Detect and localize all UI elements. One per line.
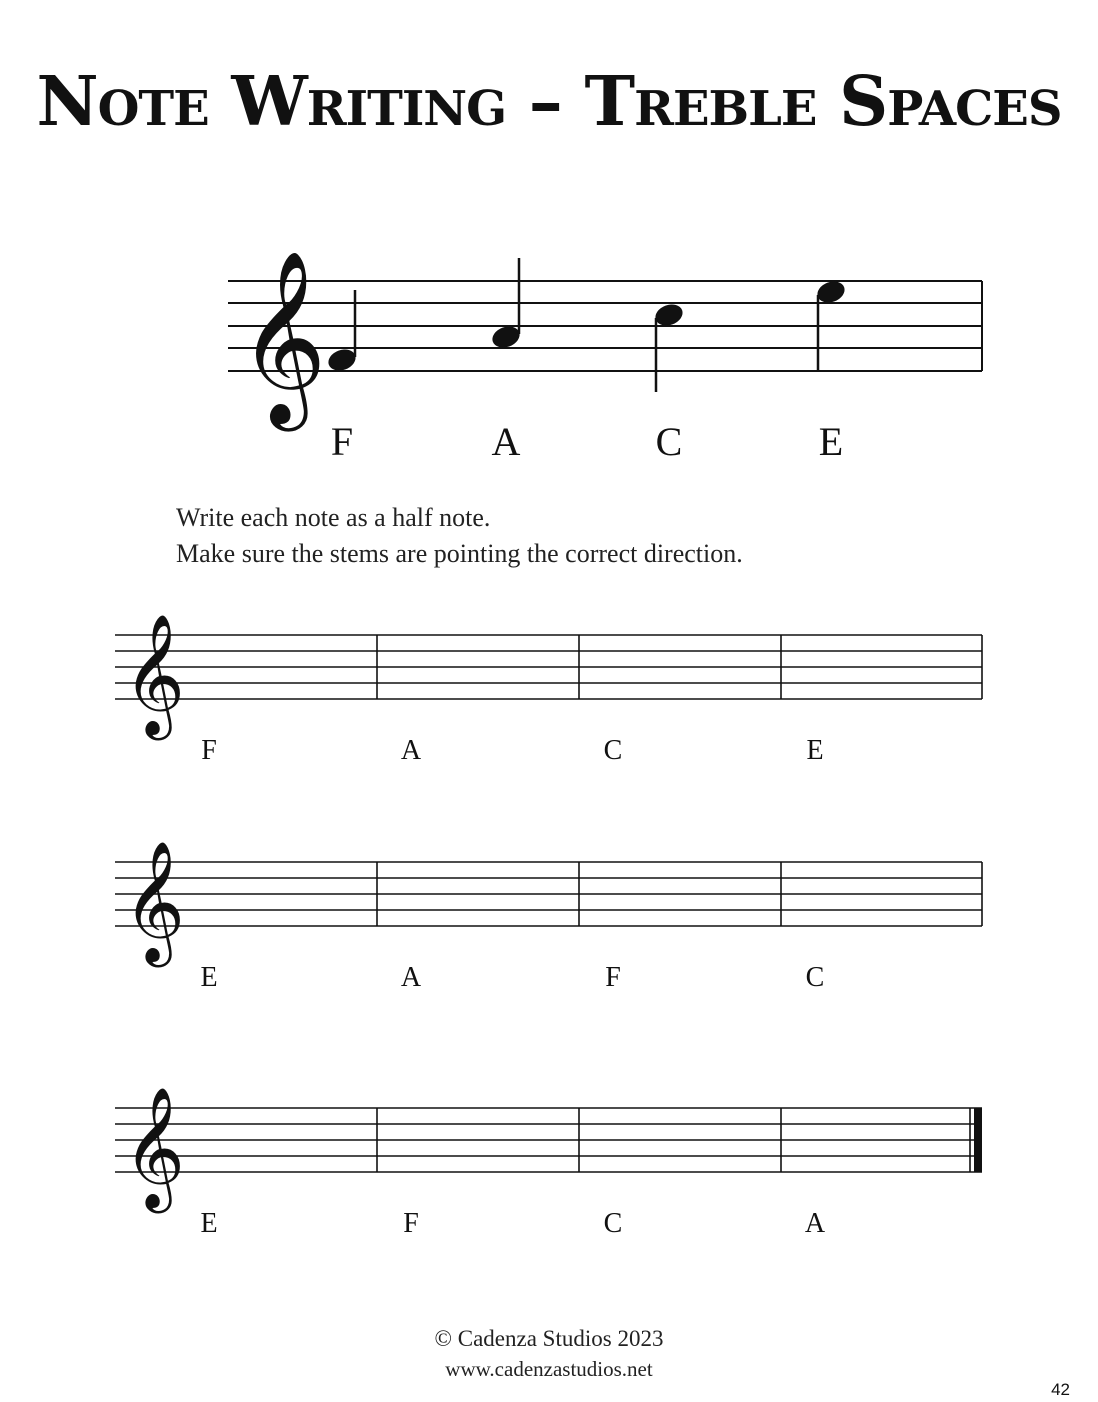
example-label-a: A bbox=[491, 419, 521, 464]
page-title: Note Writing – Treble Spaces bbox=[36, 62, 1062, 142]
exercise-staff-1 bbox=[0, 600, 1098, 735]
exercise-3-label-3: C bbox=[603, 1208, 623, 1239]
exercise-1-label-1: F bbox=[201, 735, 217, 766]
copyright-text: © Cadenza Studios 2023 bbox=[434, 1326, 664, 1351]
exercise-1-label-4: E bbox=[806, 735, 824, 766]
exercise-2-label-3: F bbox=[605, 962, 621, 993]
treble-clef-icon: 𝄞 bbox=[123, 1086, 186, 1208]
note-c bbox=[652, 301, 685, 329]
treble-clef-icon: 𝄞 bbox=[123, 840, 186, 962]
exercise-1-label-2: A bbox=[400, 735, 422, 766]
instruction-line-2: Make sure the stems are pointing the correct direction. bbox=[176, 539, 743, 568]
note-e bbox=[814, 278, 847, 306]
treble-clef-icon: 𝄞 bbox=[238, 250, 327, 424]
exercise-1-label-3: C bbox=[603, 735, 623, 766]
example-staff bbox=[0, 230, 1098, 424]
exercise-3-label-1: E bbox=[200, 1208, 218, 1239]
page-number: 42 bbox=[1051, 1380, 1070, 1399]
exercise-staff-3 bbox=[0, 1073, 1098, 1208]
exercise-staff-2 bbox=[0, 827, 1098, 962]
exercise-2-label-4: C bbox=[805, 962, 825, 993]
note-f bbox=[325, 346, 358, 374]
note-a bbox=[489, 323, 522, 351]
website-link[interactable]: www.cadenzastudios.net bbox=[445, 1357, 653, 1381]
exercise-2-label-1: E bbox=[200, 962, 218, 993]
treble-clef-icon: 𝄞 bbox=[123, 613, 186, 735]
example-label-e: E bbox=[818, 419, 844, 464]
example-label-f: F bbox=[330, 419, 354, 464]
example-label-c: C bbox=[655, 419, 683, 464]
exercise-3-label-2: F bbox=[403, 1208, 419, 1239]
instruction-line-1: Write each note as a half note. bbox=[176, 503, 491, 532]
exercise-3-label-4: A bbox=[804, 1208, 826, 1239]
final-barline bbox=[974, 1108, 982, 1172]
exercise-2-label-2: A bbox=[400, 962, 422, 993]
